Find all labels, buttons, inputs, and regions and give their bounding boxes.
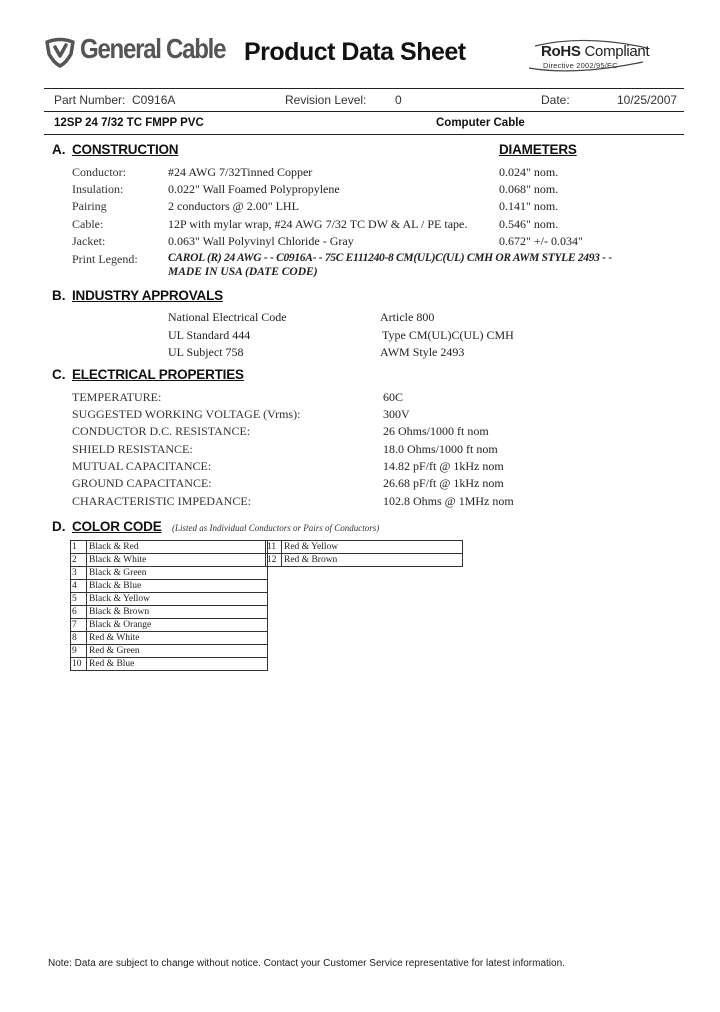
table-row [71, 593, 268, 606]
rohs-bold: RoHS [541, 43, 581, 60]
section-d-letter: D. [52, 519, 66, 534]
print-legend-line1: CAROL (R) 24 AWG - - C0916A- - 75C E111240-8 CM(UL)C(UL) CMH OR AWM STYLE 2493 - - [168, 252, 612, 264]
pairing-label: Pairing [72, 199, 107, 213]
conductor-diameter: 0.024" nom. [499, 165, 559, 179]
approval-value-3: AWM Style 2493 [380, 345, 465, 359]
date-value: 10/25/2007 [617, 93, 678, 107]
jacket-label: Jacket: [72, 234, 106, 248]
impedance-label: CHARACTERISTIC IMPEDANCE: [72, 494, 252, 508]
cc-num: 6 [71, 606, 87, 619]
rohs-badge [541, 43, 649, 60]
electrical-heading: ELECTRICAL PROPERTIES [72, 367, 244, 382]
conductor-value: #24 AWG 7/32Tinned Copper [168, 165, 313, 179]
color-code-note: (Listed as Individual Conductors or Pairs of Conductors) [172, 523, 380, 533]
table-row [71, 567, 268, 580]
pairing-value: 2 conductors @ 2.00" LHL [168, 199, 299, 213]
table-row [71, 541, 268, 554]
table-row [71, 658, 268, 671]
cc-color: Black & White [87, 554, 268, 567]
insulation-diameter: 0.068" nom. [499, 182, 559, 196]
voltage-label: SUGGESTED WORKING VOLTAGE (Vrms): [72, 407, 301, 421]
cc-num: 11 [266, 541, 282, 554]
table-row [71, 645, 268, 658]
cc-num: 3 [71, 567, 87, 580]
cc-color: Black & Blue [87, 580, 268, 593]
color-code-table-left [70, 540, 268, 671]
cc-color: Black & Green [87, 567, 268, 580]
print-legend-line2: MADE IN USA (DATE CODE) [168, 266, 318, 278]
page-title: Product Data Sheet [244, 38, 466, 66]
cc-num: 1 [71, 541, 87, 554]
cc-color: Red & Green [87, 645, 268, 658]
print-legend-label: Print Legend: [72, 252, 138, 266]
general-cable-logo-icon [44, 36, 76, 68]
ground-capacitance-value: 26.68 pF/ft @ 1kHz nom [383, 476, 504, 490]
cc-num: 12 [266, 554, 282, 567]
rule-mid [44, 111, 684, 112]
impedance-value: 102.8 Ohms @ 1MHz nom [383, 494, 514, 508]
approval-value-1: Article 800 [380, 310, 435, 324]
cc-num: 9 [71, 645, 87, 658]
revision-label: Revision Level: [285, 93, 367, 107]
ground-capacitance-label: GROUND CAPACITANCE: [72, 476, 212, 490]
cc-color: Black & Red [87, 541, 268, 554]
table-row [71, 580, 268, 593]
cc-color: Black & Yellow [87, 593, 268, 606]
cc-color: Red & Blue [87, 658, 268, 671]
table-row [266, 541, 463, 554]
rohs-directive: Directive 2002/95/EC [543, 61, 618, 70]
cc-num: 8 [71, 632, 87, 645]
cc-color: Black & Brown [87, 606, 268, 619]
table-row [71, 632, 268, 645]
dc-resistance-value: 26 Ohms/1000 ft nom [383, 424, 489, 438]
approval-value-2: Type CM(UL)C(UL) CMH [382, 328, 514, 342]
cable-label: Cable: [72, 217, 104, 231]
cc-color: Red & White [87, 632, 268, 645]
approvals-heading: INDUSTRY APPROVALS [72, 288, 223, 303]
revision-value: 0 [395, 93, 402, 107]
shield-resistance-label: SHIELD RESISTANCE: [72, 442, 193, 456]
temperature-label: TEMPERATURE: [72, 390, 162, 404]
product-description: 12SP 24 7/32 TC FMPP PVC [54, 117, 204, 129]
construction-heading: CONSTRUCTION [72, 142, 179, 157]
conductor-label: Conductor: [72, 165, 126, 179]
shield-resistance-value: 18.0 Ohms/1000 ft nom [383, 442, 498, 456]
section-b-letter: B. [52, 288, 66, 303]
cable-value: 12P with mylar wrap, #24 AWG 7/32 TC DW & AL / PE tape. [168, 217, 468, 231]
rohs-rest: Compliant [580, 43, 650, 60]
color-code-table-right [265, 540, 463, 567]
section-a-letter: A. [52, 142, 66, 157]
mutual-capacitance-value: 14.82 pF/ft @ 1kHz nom [383, 459, 504, 473]
date-label: Date: [541, 93, 570, 107]
insulation-label: Insulation: [72, 182, 124, 196]
color-code-heading: COLOR CODE [72, 519, 162, 534]
cc-num: 2 [71, 554, 87, 567]
diameters-heading: DIAMETERS [499, 142, 577, 157]
cc-color: Red & Brown [282, 554, 463, 567]
pairing-diameter: 0.141" nom. [499, 199, 559, 213]
footer-note: Note: Data are subject to change without notice. Contact your Customer Service representative for latest information. [48, 958, 565, 969]
approval-standard-3: UL Subject 758 [168, 345, 244, 359]
section-c-letter: C. [52, 367, 66, 382]
cc-color: Black & Orange [87, 619, 268, 632]
table-row [71, 606, 268, 619]
cc-num: 5 [71, 593, 87, 606]
approval-standard-1: National Electrical Code [168, 310, 287, 324]
jacket-diameter: 0.672" +/- 0.034" [499, 234, 583, 248]
voltage-value: 300V [383, 407, 410, 421]
table-row [71, 619, 268, 632]
cc-num: 4 [71, 580, 87, 593]
table-row [266, 554, 463, 567]
table-row [71, 554, 268, 567]
cc-color: Red & Yellow [282, 541, 463, 554]
mutual-capacitance-label: MUTUAL CAPACITANCE: [72, 459, 212, 473]
jacket-value: 0.063" Wall Polyvinyl Chloride - Gray [168, 234, 354, 248]
part-number-value: C0916A [132, 93, 176, 107]
insulation-value: 0.022" Wall Foamed Polypropylene [168, 182, 340, 196]
part-number-label: Part Number: [54, 93, 126, 107]
cable-diameter: 0.546" nom. [499, 217, 559, 231]
rule-bottom [44, 134, 684, 135]
cc-num: 7 [71, 619, 87, 632]
rule-top [44, 88, 684, 89]
temperature-value: 60C [383, 390, 404, 404]
approval-standard-2: UL Standard 444 [168, 328, 251, 342]
product-category: Computer Cable [436, 117, 525, 129]
company-logo-text: General Cable [80, 33, 226, 64]
dc-resistance-label: CONDUCTOR D.C. RESISTANCE: [72, 424, 251, 438]
cc-num: 10 [71, 658, 87, 671]
